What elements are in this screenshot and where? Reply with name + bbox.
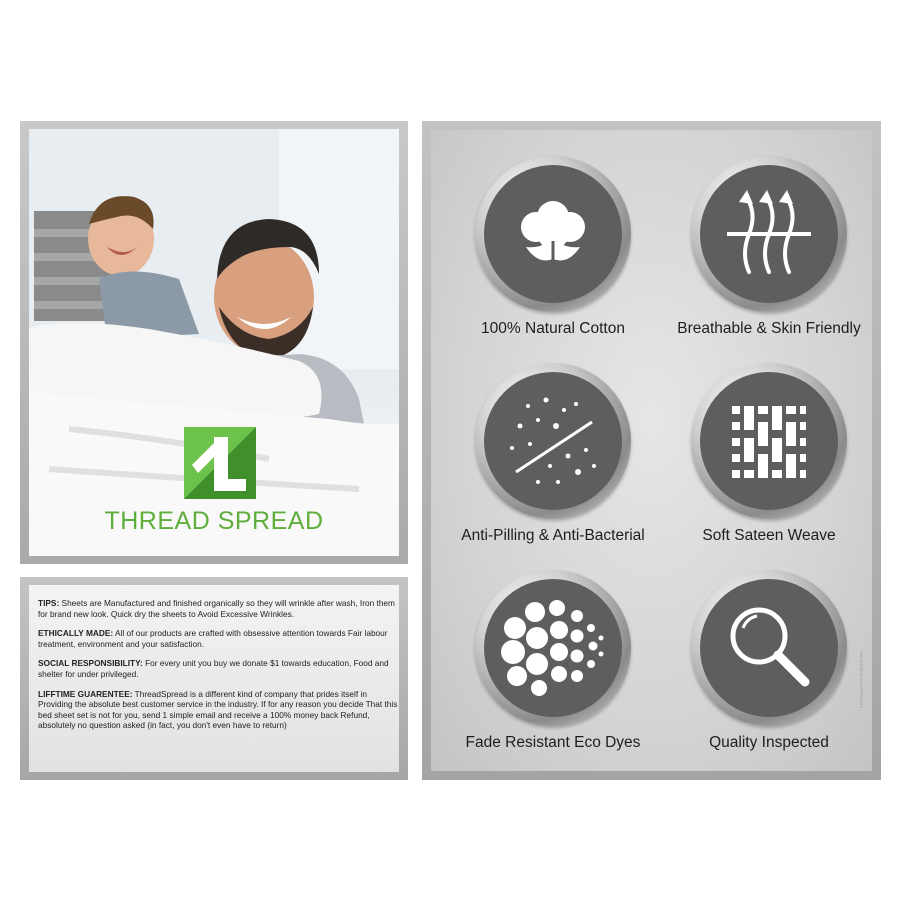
brand-name: THREAD SPREAD (104, 507, 324, 535)
feature-label: Anti-Pilling & Anti-Bacterial (461, 527, 645, 544)
feature-breathable (664, 156, 874, 338)
tips-frame (20, 577, 408, 780)
tip-ethically-made: ETHICALLY MADE: All of our products are crafted with obsessive attention towards Fair labour treatment, environment and your satisfaction. (38, 628, 388, 649)
image-credit: THE ELEMENTS COPYRIGHTS (859, 650, 864, 709)
weave-pattern-icon (724, 396, 814, 486)
thread-spread-logo-icon (184, 427, 256, 499)
feature-sateen-weave (664, 363, 874, 545)
feature-natural-cotton (448, 156, 658, 338)
cotton-flower-icon (508, 189, 598, 279)
feature-label: Quality Inspected (709, 734, 829, 751)
eco-dye-bubbles-icon (493, 588, 613, 708)
tip-wrinkles: TIPS: Sheets are Manufactured and finished organically so they will wrinkle after wash, Iron them for brand new look. Quick dry the sheets to Avoid Excessive Wrinkles. (38, 598, 395, 619)
tip-social-responsibility: SOCIAL RESPONSIBILITY: For every unit you buy we donate $1 towards education, Food and shelter for under privileged. (38, 658, 389, 679)
feature-quality-inspected (664, 570, 874, 752)
tips-box (29, 585, 399, 772)
breathable-arrows-icon (719, 184, 819, 284)
feature-anti-pilling (448, 363, 658, 545)
feature-label: Soft Sateen Weave (702, 527, 836, 544)
features-frame (422, 121, 881, 780)
feature-label: Fade Resistant Eco Dyes (465, 734, 641, 751)
features-panel (431, 130, 872, 771)
feature-eco-dyes (448, 570, 658, 752)
feature-label: Breathable & Skin Friendly (677, 320, 861, 337)
tip-lifetime-guarantee: LIFFTIME GUARENTEE: ThreadSpread is a different kind of company that prides itself in Providing the absolute best customer service in the industry. If for any reason you decide That this bed sheet set is not for you, send 1 simple email and receive a 100% money back Refund, absolutely no question asked (in fact, you don't even have to return) (38, 688, 398, 731)
product-photo-frame (20, 121, 408, 564)
anti-pilling-dots-icon (498, 386, 608, 496)
lifestyle-photo (29, 129, 399, 556)
magnifier-icon (719, 598, 819, 698)
feature-label: 100% Natural Cotton (481, 320, 625, 337)
